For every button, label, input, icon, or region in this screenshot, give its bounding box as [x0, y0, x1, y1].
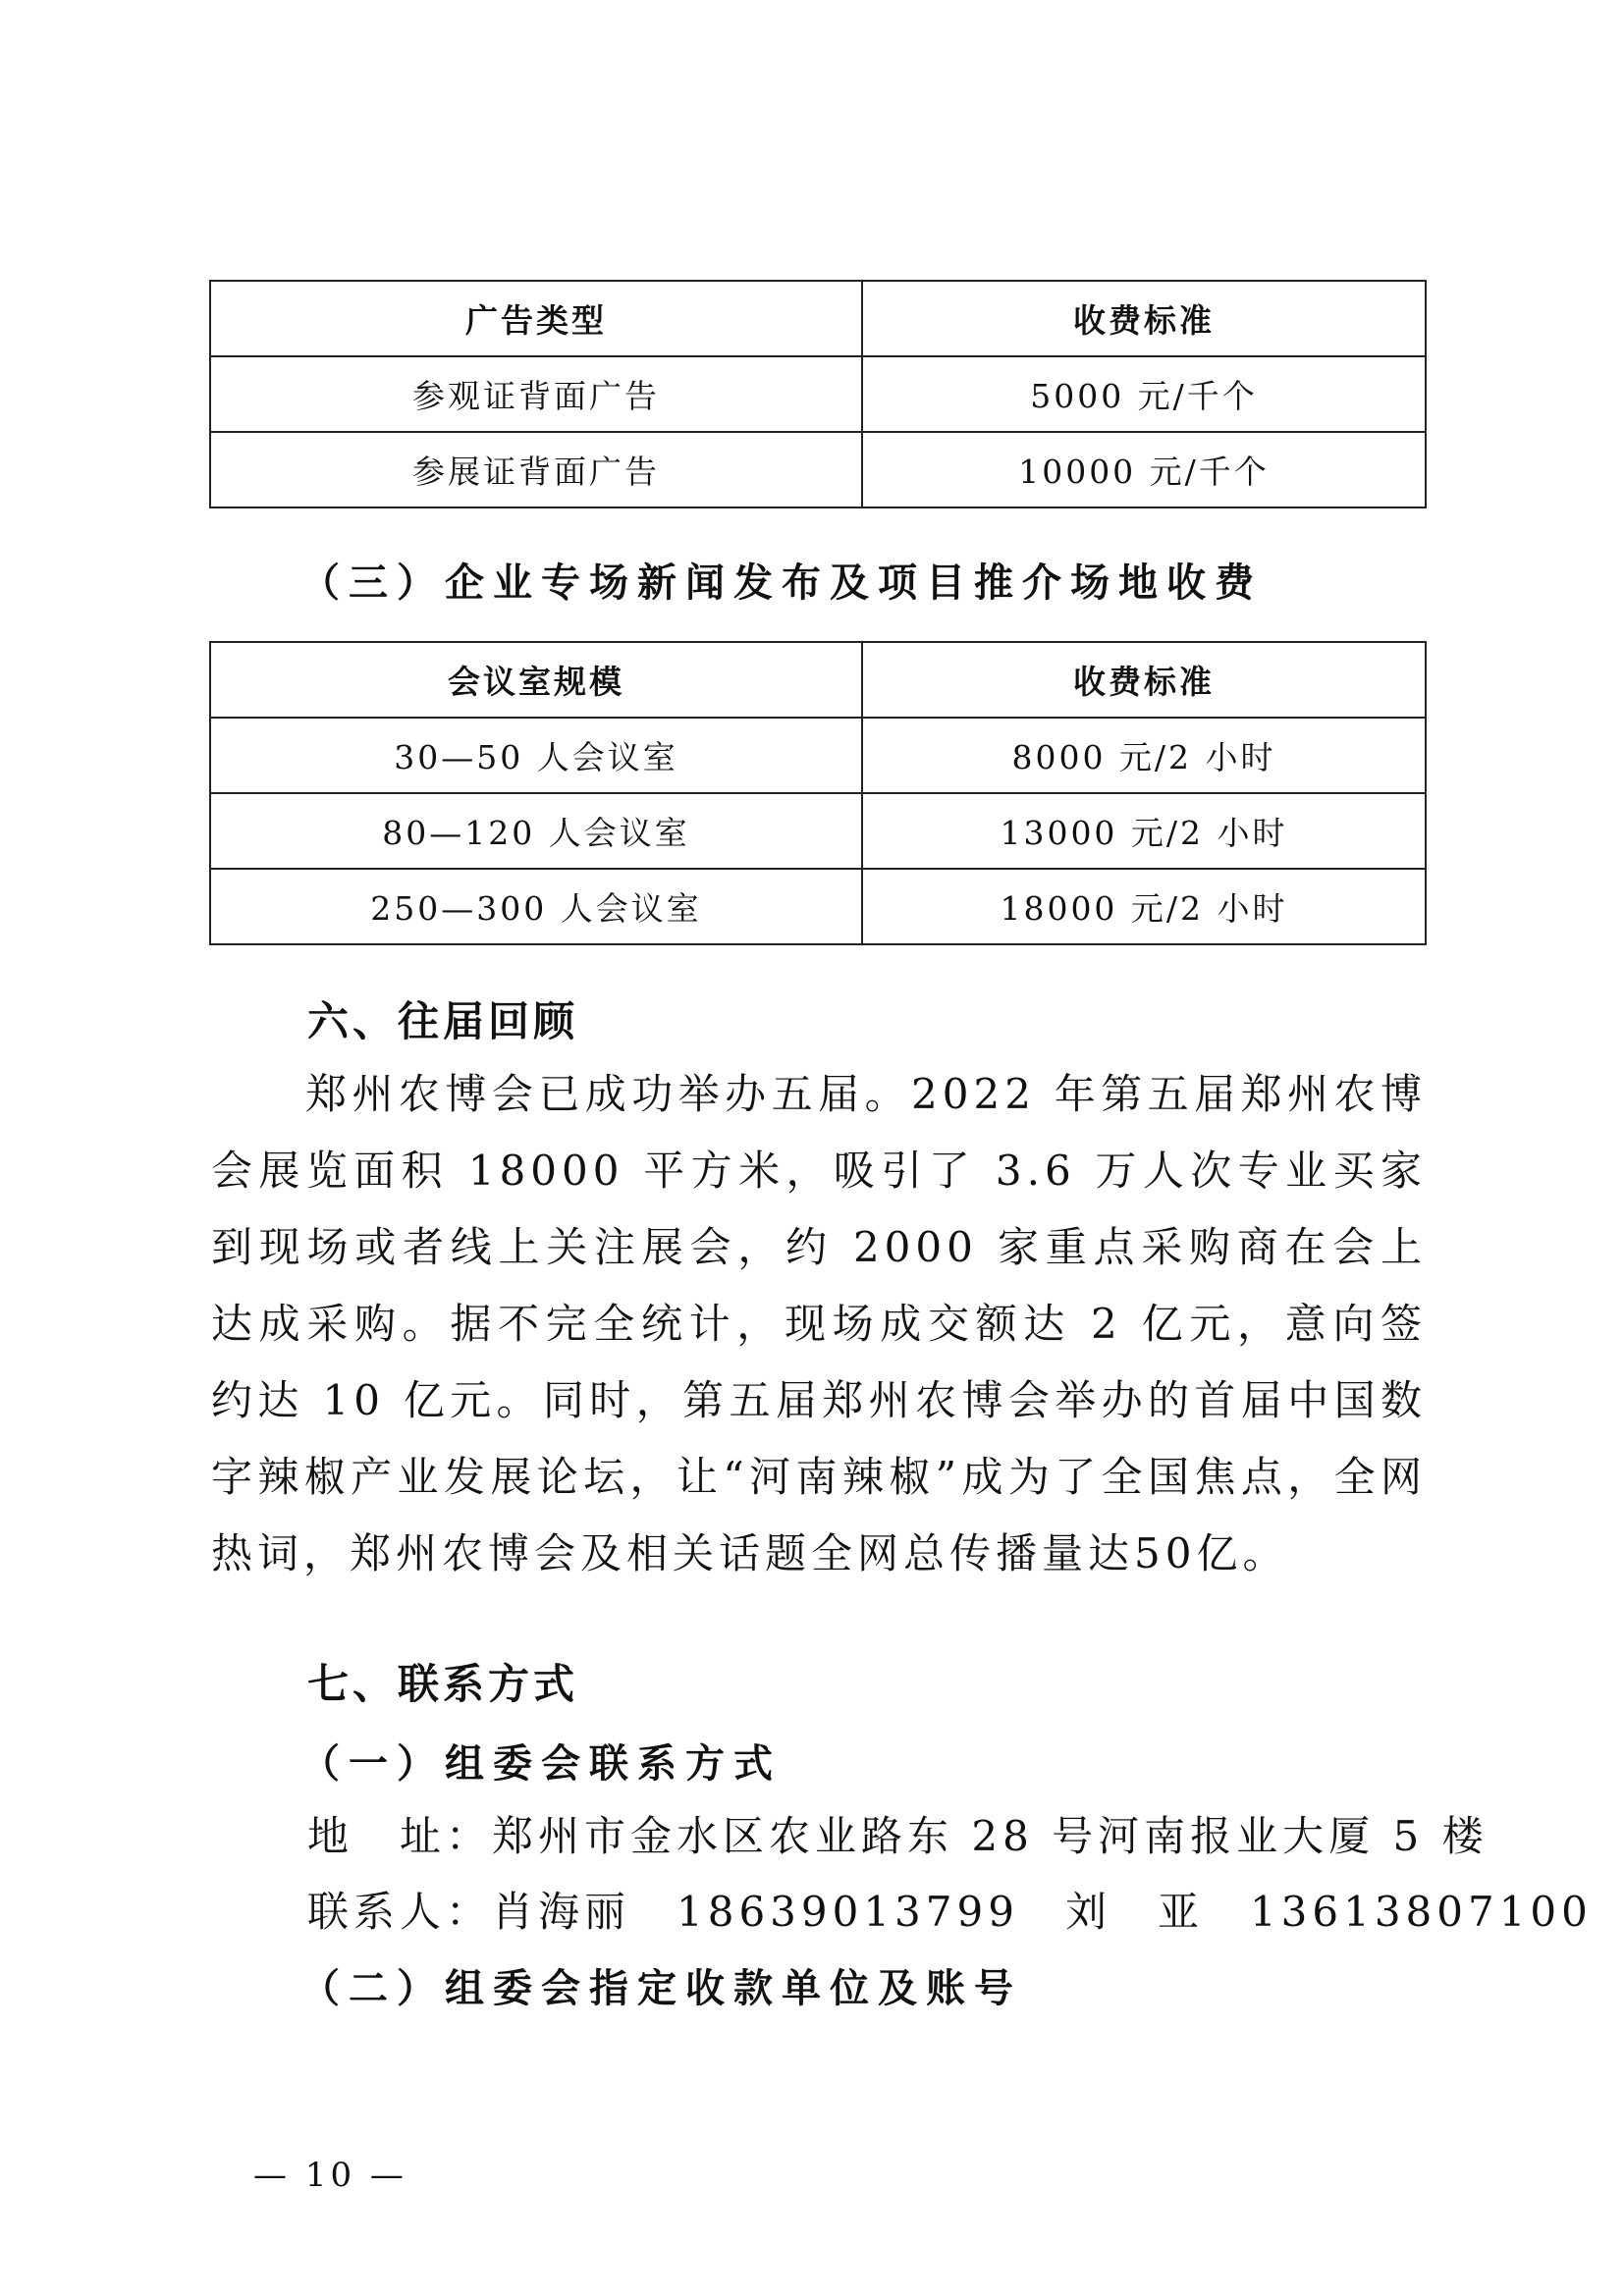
table-cell: 250—300 人会议室 — [210, 869, 862, 944]
section-7-title: 七、联系方式 — [307, 1660, 579, 1708]
table-cell: 参观证背面广告 — [210, 356, 862, 432]
table-cell: 5000 元/千个 — [862, 356, 1426, 432]
table-header-row — [210, 281, 1426, 356]
contact-line: 联系人：肖海丽 18639013799 刘 亚 13613807100 — [307, 1888, 1593, 1936]
table-cell: 10000 元/千个 — [862, 432, 1426, 507]
table-row — [210, 718, 1426, 793]
table-cell: 参展证背面广告 — [210, 432, 862, 507]
section-3-title: （三）企业专场新闻发布及项目推介场地收费 — [300, 561, 1263, 606]
section-7-sub2-title: （二）组委会指定收款单位及账号 — [300, 1966, 1022, 2011]
page-number: — 10 — — [253, 2156, 407, 2195]
table-row — [210, 793, 1426, 869]
ad-fee-table — [209, 280, 1427, 508]
table-cell: 8000 元/2 小时 — [862, 718, 1426, 793]
table-row — [210, 432, 1426, 507]
room-fee-table — [209, 641, 1427, 945]
table-header-cell: 广告类型 — [210, 281, 862, 356]
table-row — [210, 356, 1426, 432]
table-header-cell: 收费标准 — [862, 281, 1426, 356]
table-cell: 30—50 人会议室 — [210, 718, 862, 793]
table-cell: 18000 元/2 小时 — [862, 869, 1426, 944]
table-header-cell: 会议室规模 — [210, 642, 862, 718]
section-6-title: 六、往届回顾 — [307, 997, 579, 1045]
table-header-row — [210, 642, 1426, 718]
section-7-sub1-title: （一）组委会联系方式 — [300, 1741, 782, 1787]
table-cell: 13000 元/2 小时 — [862, 793, 1426, 869]
table-cell: 80—120 人会议室 — [210, 793, 862, 869]
address-line: 地 址：郑州市金水区农业路东 28 号河南报业大厦 5 楼 — [307, 1812, 1489, 1860]
section-6-paragraph: 郑州农博会已成功举办五届。2022 年第五届郑州农博会展览面积 18000 平方米，吸引了 3.6 万人次专业买家到现场或者线上关注展会，约 2000 家重点采购商在会上达成采购。据不完全统计，现场成交额达 2 亿元，意向签约达 10 亿元。同时，第五届郑州农博会举办的首届中国数字辣椒产业发展论坛，让“河南辣椒”成为了全国焦点，全网热词，郑州农博会及相关话题全网总传播量达50亿。 — [211, 1070, 1427, 1577]
table-row — [210, 869, 1426, 944]
table-header-cell: 收费标准 — [862, 642, 1426, 718]
